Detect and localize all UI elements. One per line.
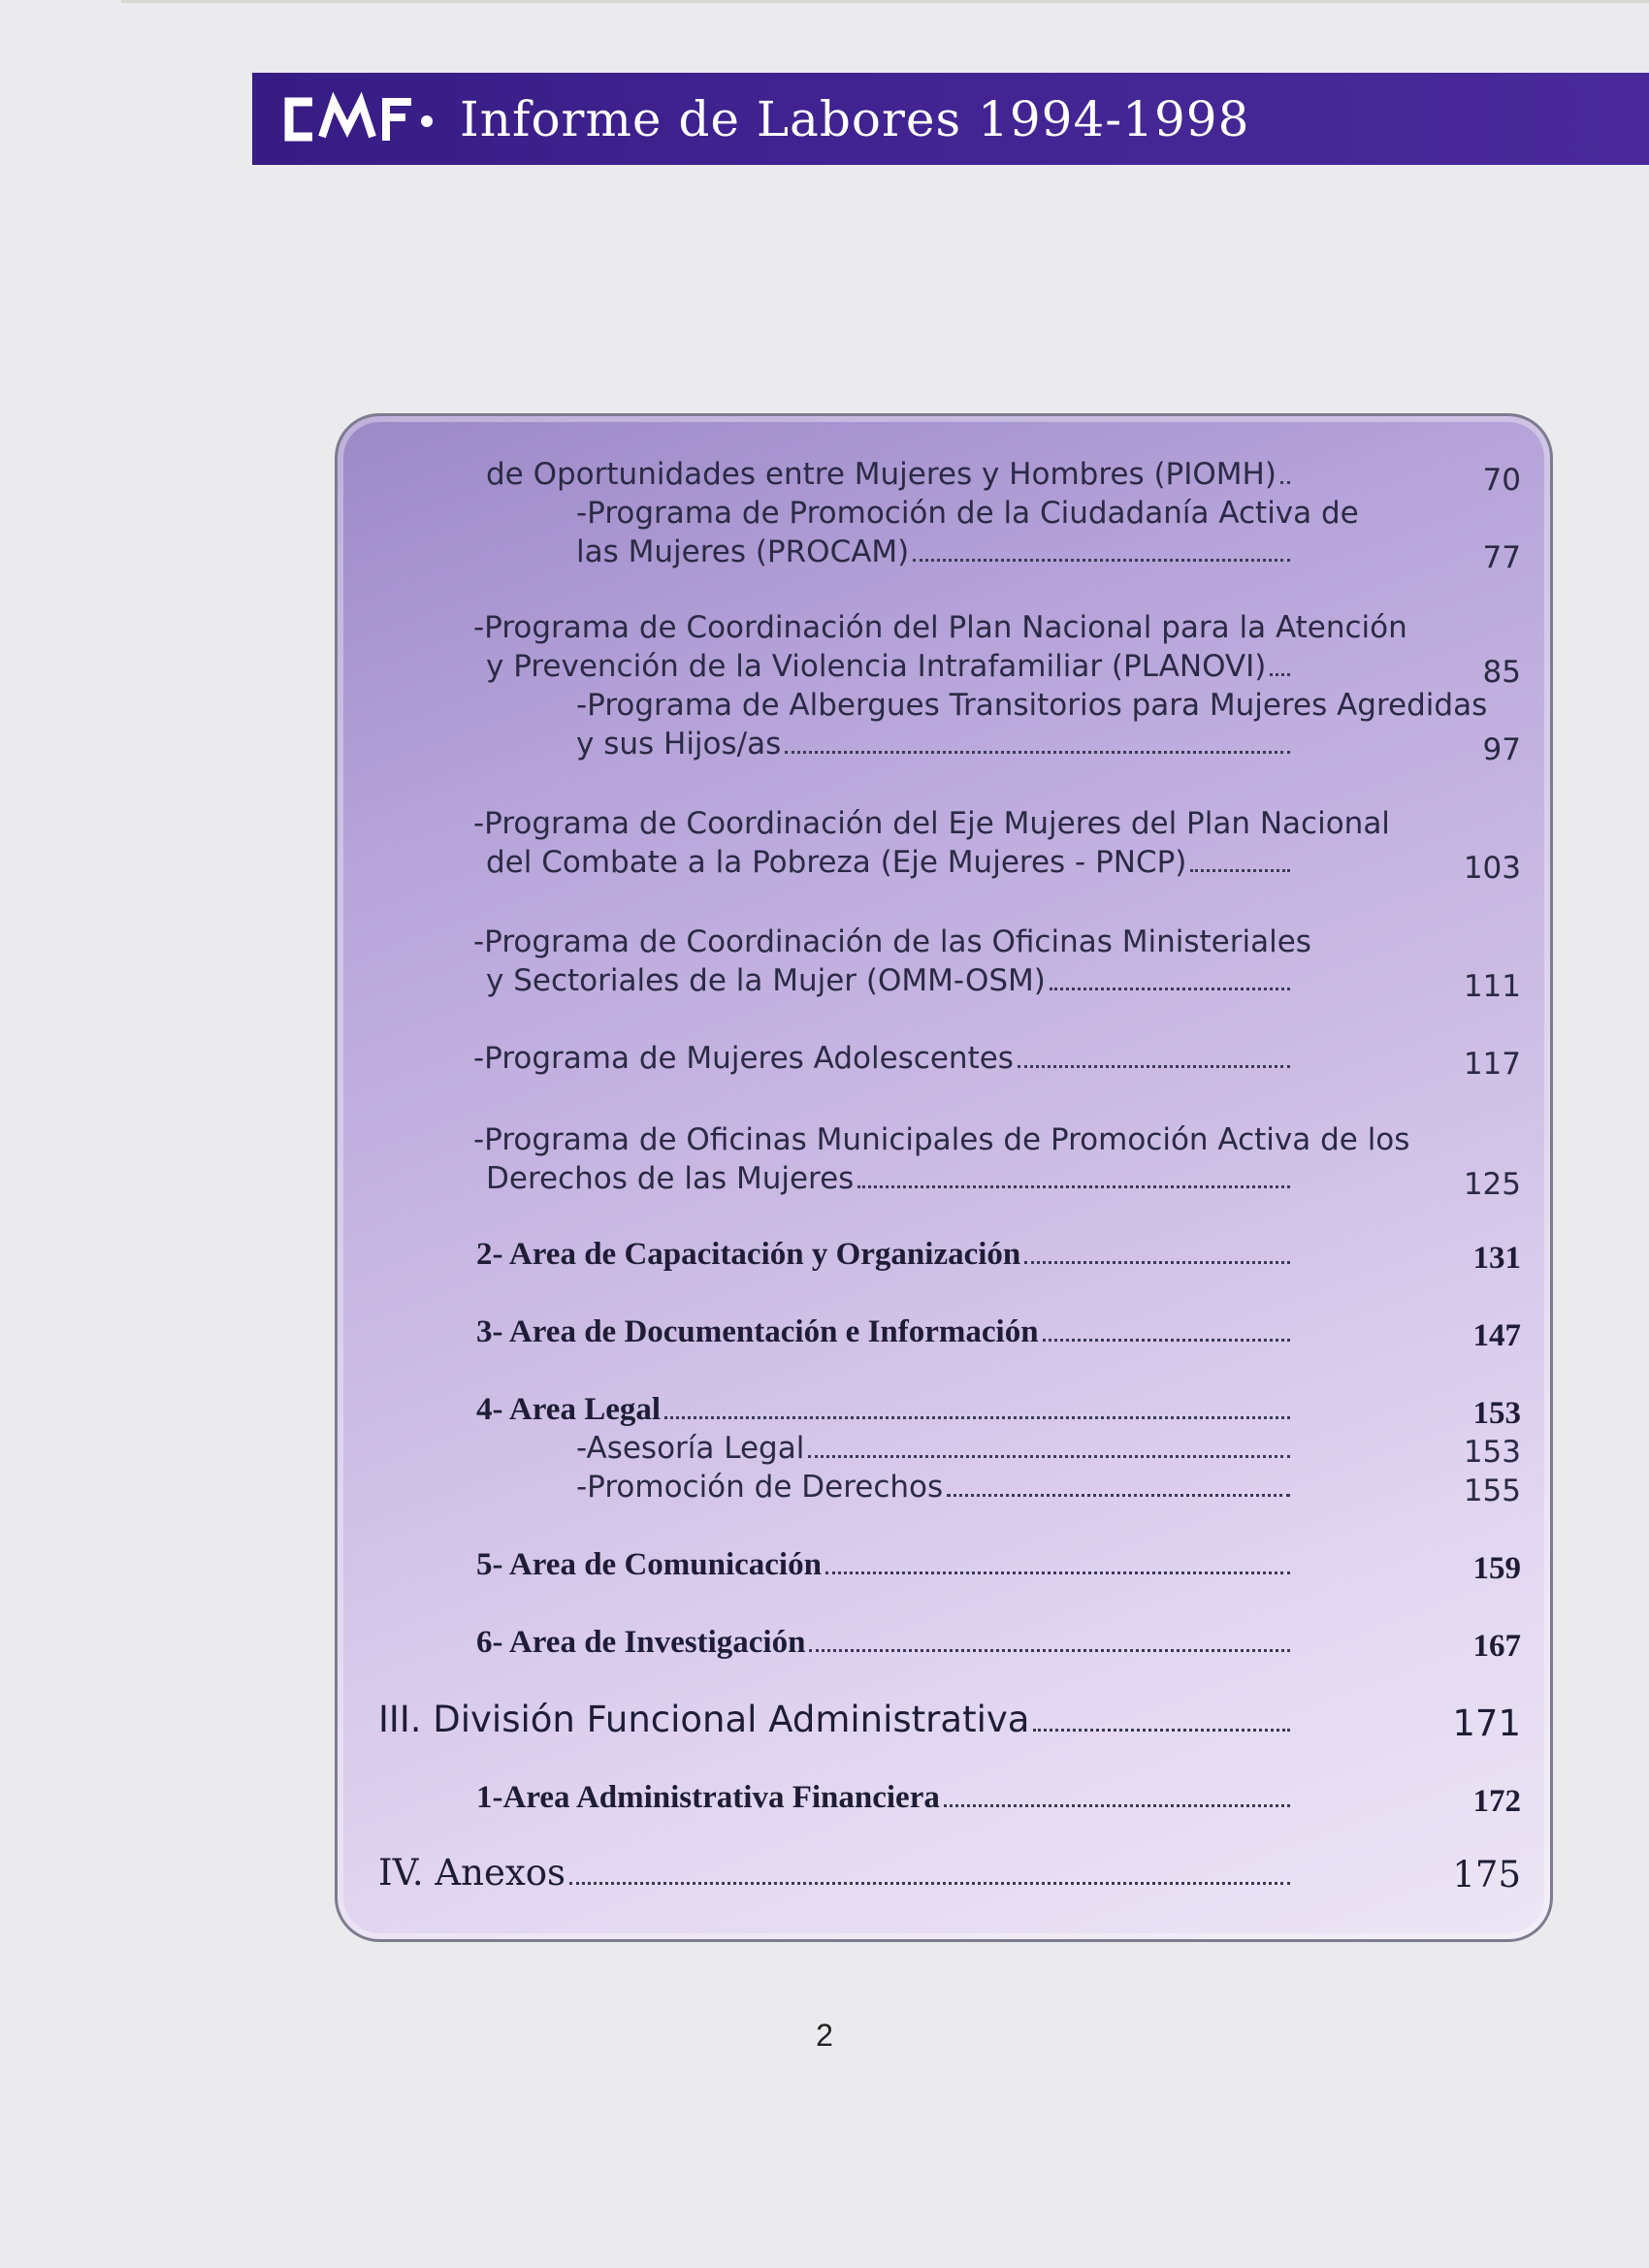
toc-entry-title: -Programa de Coordinación del Plan Nacional para la Atención — [473, 610, 1407, 645]
toc-entry-title-cont: Derechos de las Mujeres — [486, 1161, 855, 1196]
toc-page-number: 77 — [1482, 540, 1521, 575]
toc-entry-title: 3- Area de Documentación e Información — [476, 1314, 1039, 1349]
toc-page-number: 153 — [1472, 1396, 1521, 1431]
toc-entry-title: -Programa de Coordinación del Eje Mujeres del Plan Nacional — [473, 806, 1390, 841]
toc-entry-title-cont: del Combate a la Pobreza (Eje Mujeres - PNCP) — [486, 845, 1187, 880]
toc-entry-title: 1-Area Administrativa Financiera — [476, 1780, 940, 1815]
dot-leader — [569, 1882, 1290, 1885]
toc-page-number: 103 — [1463, 851, 1521, 886]
toc-entry — [338, 416, 1550, 1910]
top-rule — [121, 0, 1649, 3]
table-of-contents — [335, 413, 1553, 1942]
toc-entry-title: -Programa de Coordinación de las Oficinas Ministeriales — [473, 924, 1311, 959]
toc-entry-title: -Promoción de Derechos — [576, 1470, 944, 1505]
toc-page-number: 125 — [1463, 1167, 1521, 1202]
toc-entry-title: -Asesoría Legal — [576, 1431, 805, 1466]
toc-entry-title-cont: y sus Hijos/as — [576, 727, 782, 761]
cmf-logo — [283, 90, 438, 148]
report-title: Informe de Labores 1994-1998 — [460, 90, 1250, 147]
toc-entry-title: 5- Area de Comunicación — [476, 1547, 822, 1582]
toc-entry-title: de Oportunidades entre Mujeres y Hombres (PIOMH) — [486, 457, 1277, 492]
toc-page-number: 117 — [1463, 1047, 1521, 1082]
toc-page-number: 172 — [1472, 1784, 1521, 1819]
toc-page-number: 70 — [1482, 463, 1521, 498]
toc-entry-title: -Programa de Mujeres Adolescentes — [473, 1041, 1014, 1076]
toc-page-number: 131 — [1472, 1241, 1521, 1276]
toc-entry-title: -Programa de Albergues Transitorios para Mujeres Agredidas — [576, 688, 1488, 723]
toc-entry-title-cont: y Prevención de la Violencia Intrafamiliar (PLANOVI) — [486, 649, 1267, 684]
toc-page-number: 147 — [1472, 1318, 1521, 1353]
toc-page-number: 85 — [1482, 655, 1521, 690]
toc-page-number: 175 — [1452, 1854, 1521, 1895]
page-header — [252, 73, 1649, 165]
toc-page-number: 97 — [1482, 732, 1521, 767]
page-number: 2 — [816, 2018, 833, 2053]
toc-page-number: 171 — [1452, 1702, 1521, 1744]
toc-entry-title: IV. Anexos — [378, 1852, 566, 1894]
toc-entry-title: -Programa de Promoción de la Ciudadanía Activa de — [576, 496, 1359, 531]
toc-page-number: 167 — [1472, 1629, 1521, 1664]
toc-page-number: 159 — [1472, 1551, 1521, 1586]
toc-entry-title: -Programa de Oficinas Municipales de Promoción Activa de los — [473, 1122, 1410, 1157]
toc-entry-title: 6- Area de Investigación — [476, 1625, 806, 1660]
toc-entry-title: 2- Area de Capacitación y Organización — [476, 1237, 1021, 1272]
toc-entry-title: 4- Area Legal — [476, 1392, 662, 1427]
toc-page-number: 155 — [1463, 1474, 1521, 1508]
toc-page-number: 153 — [1463, 1435, 1521, 1470]
toc-page-number: 111 — [1463, 969, 1521, 1004]
toc-entry-title-cont: y Sectoriales de la Mujer (OMM-OSM) — [486, 963, 1046, 998]
toc-entry-title: III. División Funcional Administrativa — [378, 1699, 1030, 1740]
toc-entry-title-cont: las Mujeres (PROCAM) — [576, 535, 910, 569]
